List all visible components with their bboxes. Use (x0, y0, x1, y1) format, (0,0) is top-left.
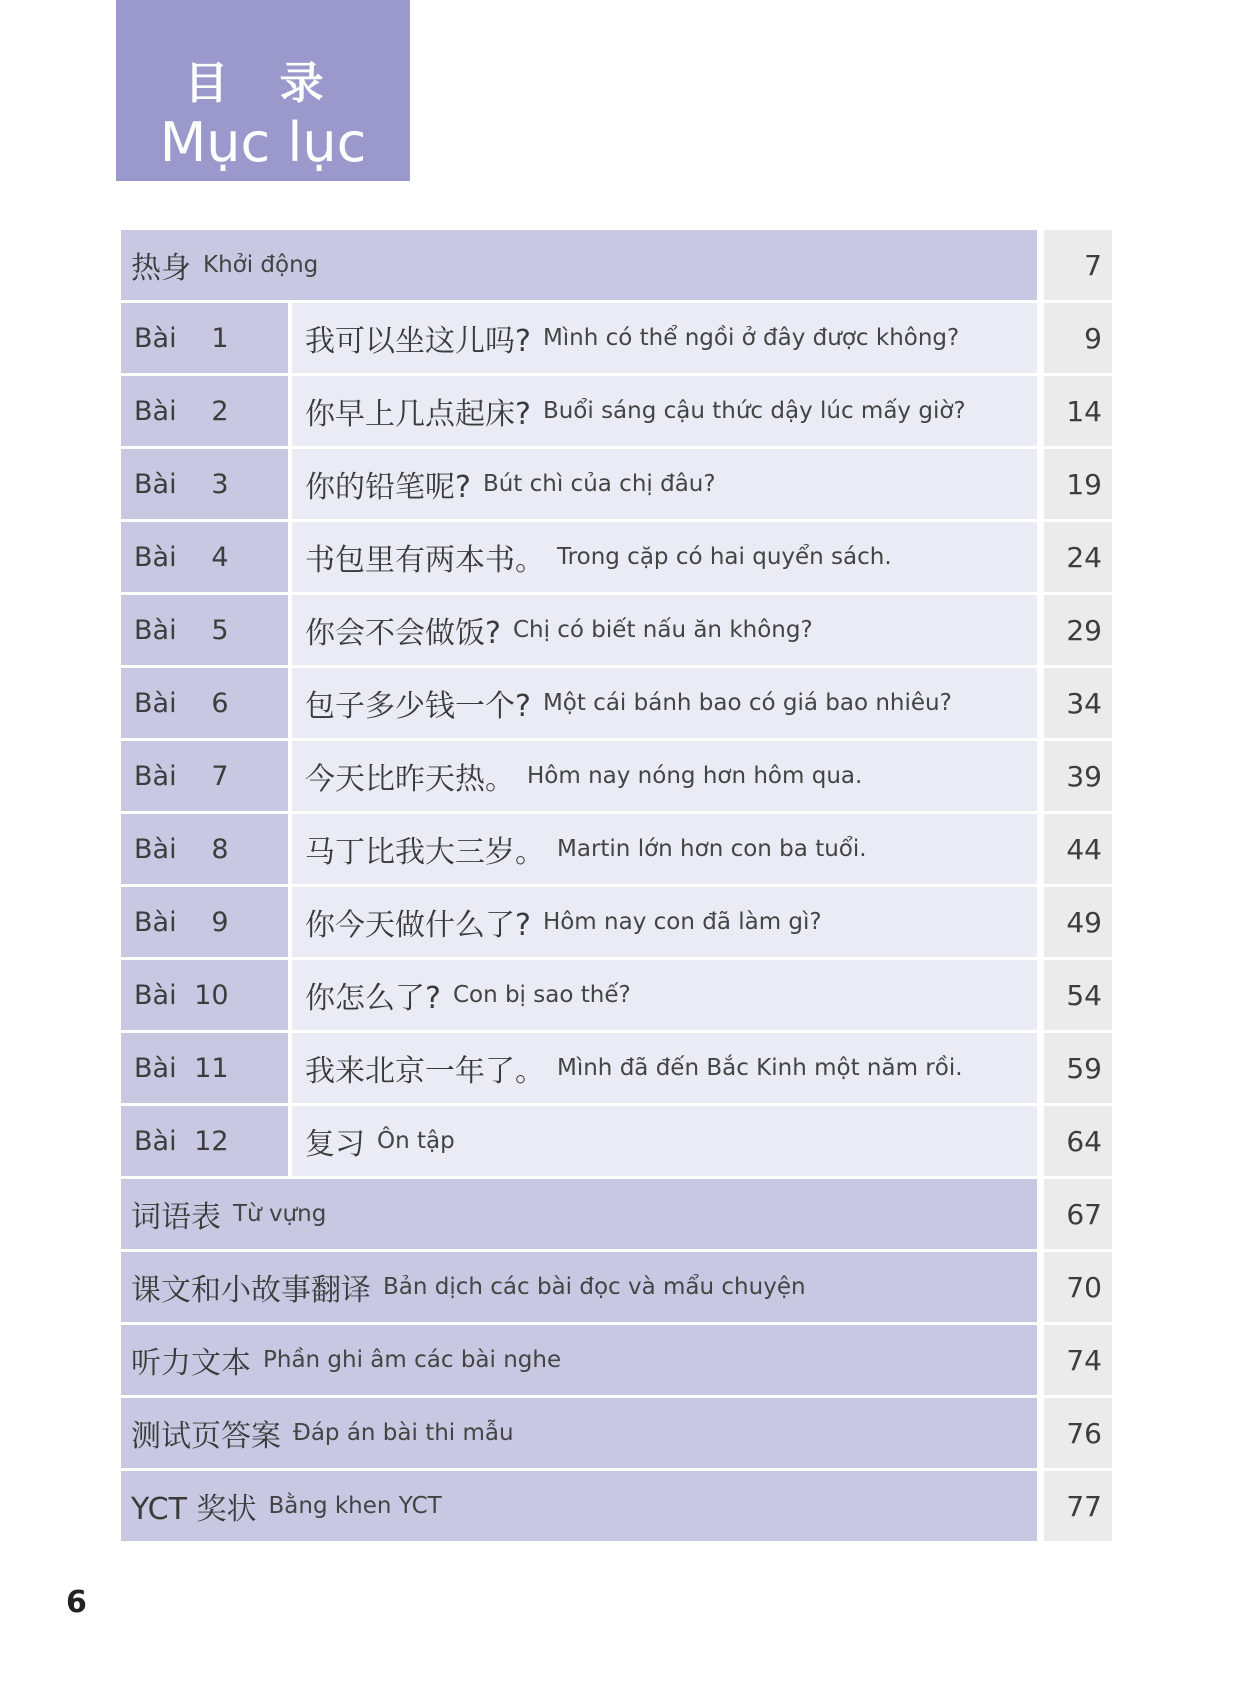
toc-page-cell (1044, 595, 1112, 665)
toc-row-lesson-7[interactable] (121, 741, 1112, 811)
lesson-title-cell (292, 1033, 1037, 1103)
toc-page-cell (1044, 1398, 1112, 1468)
toc-title-zh: 听力文本 (131, 1346, 251, 1381)
toc-title-zh: 词语表 (131, 1200, 221, 1235)
lesson-title-cell (292, 960, 1037, 1030)
lesson-title-cell (292, 303, 1037, 373)
toc-title-cell (121, 230, 1037, 300)
lesson-title-cell (292, 595, 1037, 665)
toc-title-cell (121, 1325, 1037, 1395)
toc-page-number: 77 (1066, 1489, 1102, 1523)
toc-row-lesson-10[interactable] (121, 960, 1112, 1030)
toc-page-number: 29 (1066, 613, 1102, 647)
lesson-title-vi: Ôn tập (377, 1128, 455, 1154)
lesson-title-zh: 你的铅笔呢? (305, 470, 471, 505)
toc-page-cell (1044, 303, 1112, 373)
toc-page-number: 9 (1084, 321, 1102, 355)
toc-page-number: 64 (1066, 1124, 1102, 1158)
toc-page-cell (1044, 1033, 1112, 1103)
lesson-number: 4 (211, 541, 229, 573)
toc-page-cell (1044, 1179, 1112, 1249)
lesson-number-cell (121, 449, 288, 519)
lesson-number-cell (121, 376, 288, 446)
lesson-title-vi: Con bị sao thế? (452, 982, 631, 1008)
lesson-number-cell (121, 1033, 288, 1103)
toc-row-certificate[interactable] (121, 1471, 1112, 1541)
lesson-word: Bài (134, 395, 177, 427)
toc-page-number: 44 (1066, 832, 1102, 866)
toc-page-cell (1044, 230, 1112, 300)
lesson-title-zh: 复习 (305, 1127, 365, 1162)
toc-page-number: 54 (1066, 978, 1102, 1012)
toc-page-number: 24 (1066, 540, 1102, 574)
lesson-title-vi: Bút chì của chị đâu? (482, 471, 716, 497)
toc-page-cell (1044, 449, 1112, 519)
lesson-number: 2 (211, 395, 229, 427)
lesson-number: 3 (211, 468, 229, 500)
lesson-number-cell (121, 668, 288, 738)
toc-page-number: 19 (1066, 467, 1102, 501)
toc-page-number: 59 (1066, 1051, 1102, 1085)
lesson-title-zh: 我来北京一年了。 (305, 1054, 545, 1089)
lesson-word: Bài (134, 541, 177, 573)
toc-page-cell (1044, 668, 1112, 738)
lesson-number: 12 (194, 1125, 229, 1157)
toc-row-lesson-6[interactable] (121, 668, 1112, 738)
lesson-word: Bài (134, 760, 177, 792)
toc-title-zh: 课文和小故事翻译 (131, 1273, 371, 1308)
lesson-title-vi: Chị có biết nấu ăn không? (512, 617, 813, 643)
lesson-word: Bài (134, 1052, 177, 1084)
header-title-vi: Mục lục (159, 111, 367, 174)
lesson-title-cell (292, 814, 1037, 884)
toc-title-cell (121, 1398, 1037, 1468)
page-number: 6 (66, 1585, 87, 1620)
lesson-number: 9 (211, 906, 229, 938)
lesson-title-zh: 我可以坐这儿吗? (305, 324, 531, 359)
toc-row-listening-scripts[interactable] (121, 1325, 1112, 1395)
lesson-word: Bài (134, 833, 177, 865)
toc-title-cell (121, 1179, 1037, 1249)
toc-page-cell (1044, 522, 1112, 592)
lesson-title-vi: Một cái bánh bao có giá bao nhiêu? (542, 690, 952, 716)
toc-row-lesson-8[interactable] (121, 814, 1112, 884)
lesson-title-zh: 包子多少钱一个? (305, 689, 531, 724)
lesson-word: Bài (134, 1125, 177, 1157)
lesson-number: 7 (211, 760, 229, 792)
toc-page-cell (1044, 887, 1112, 957)
lesson-title-cell (292, 376, 1037, 446)
toc-title-vi: Khởi động (203, 252, 319, 278)
lesson-title-vi: Martin lớn hơn con ba tuổi. (557, 836, 867, 862)
lesson-number-cell (121, 814, 288, 884)
toc-title-vi: Bằng khen YCT (268, 1493, 442, 1519)
lesson-title-zh: 书包里有两本书。 (305, 543, 545, 578)
lesson-number-cell (121, 741, 288, 811)
toc-row-lesson-11[interactable] (121, 1033, 1112, 1103)
toc-title-cell (121, 1252, 1037, 1322)
toc-page-cell (1044, 960, 1112, 1030)
toc-page-number: 67 (1066, 1197, 1102, 1231)
toc-row-lesson-2[interactable] (121, 376, 1112, 446)
lesson-number-cell (121, 522, 288, 592)
lesson-word: Bài (134, 322, 177, 354)
lesson-number: 8 (211, 833, 229, 865)
lesson-title-vi: Hôm nay con đã làm gì? (542, 909, 822, 935)
toc-page-cell (1044, 814, 1112, 884)
lesson-title-cell (292, 741, 1037, 811)
table-of-contents (121, 230, 1112, 1544)
lesson-title-vi: Trong cặp có hai quyển sách. (557, 544, 892, 570)
toc-page-number: 39 (1066, 759, 1102, 793)
lesson-number-cell (121, 887, 288, 957)
lesson-title-cell (292, 887, 1037, 957)
toc-row-lesson-4[interactable] (121, 522, 1112, 592)
toc-title-cell (121, 1471, 1037, 1541)
lesson-number-cell (121, 960, 288, 1030)
toc-page-number: 74 (1066, 1343, 1102, 1377)
lesson-title-cell (292, 668, 1037, 738)
lesson-title-zh: 马丁比我大三岁。 (305, 835, 545, 870)
lesson-number: 5 (211, 614, 229, 646)
lesson-title-zh: 你怎么了? (305, 981, 441, 1016)
toc-page-cell (1044, 1252, 1112, 1322)
lesson-title-cell (292, 449, 1037, 519)
toc-row-lesson-12[interactable] (121, 1106, 1112, 1176)
lesson-word: Bài (134, 906, 177, 938)
toc-page-cell (1044, 1471, 1112, 1541)
toc-row-lesson-1[interactable] (121, 303, 1112, 373)
toc-row-vocabulary[interactable] (121, 1179, 1112, 1249)
toc-row-lesson-9[interactable] (121, 887, 1112, 957)
toc-page-cell (1044, 376, 1112, 446)
lesson-title-zh: 你早上几点起床? (305, 397, 531, 432)
toc-title-vi: Đáp án bài thi mẫu (293, 1420, 514, 1446)
lesson-title-zh: 你今天做什么了? (305, 908, 531, 943)
lesson-word: Bài (134, 468, 177, 500)
lesson-number-cell (121, 595, 288, 665)
toc-row-lesson-5[interactable] (121, 595, 1112, 665)
toc-page-cell (1044, 1325, 1112, 1395)
lesson-title-vi: Buổi sáng cậu thức dậy lúc mấy giờ? (542, 398, 966, 424)
lesson-word: Bài (134, 687, 177, 719)
toc-header-box (116, 0, 410, 181)
lesson-word: Bài (134, 614, 177, 646)
toc-page-number: 7 (1084, 248, 1102, 282)
toc-row-warmup[interactable] (121, 230, 1112, 300)
toc-page-number: 70 (1066, 1270, 1102, 1304)
toc-page-number: 49 (1066, 905, 1102, 939)
lesson-number: 1 (211, 322, 229, 354)
toc-row-lesson-3[interactable] (121, 449, 1112, 519)
toc-title-zh: 测试页答案 (131, 1419, 281, 1454)
toc-row-translations[interactable] (121, 1252, 1112, 1322)
lesson-title-zh: 你会不会做饭? (305, 616, 501, 651)
lesson-number: 6 (211, 687, 229, 719)
lesson-number: 10 (194, 979, 229, 1011)
toc-page-number: 76 (1066, 1416, 1102, 1450)
toc-page-cell (1044, 741, 1112, 811)
lesson-number: 11 (194, 1052, 229, 1084)
lesson-word: Bài (134, 979, 177, 1011)
toc-title-zh: YCT 奖状 (131, 1492, 257, 1527)
toc-page-cell (1044, 1106, 1112, 1176)
lesson-title-zh: 今天比昨天热。 (305, 762, 515, 797)
lesson-title-cell (292, 1106, 1037, 1176)
toc-title-vi: Bản dịch các bài đọc và mẩu chuyện (383, 1274, 806, 1300)
toc-row-test-answers[interactable] (121, 1398, 1112, 1468)
lesson-title-vi: Hôm nay nóng hơn hôm qua. (527, 763, 863, 789)
toc-title-zh: 热身 (131, 251, 191, 286)
lesson-number-cell (121, 1106, 288, 1176)
toc-page-number: 14 (1066, 394, 1102, 428)
toc-page-number: 34 (1066, 686, 1102, 720)
lesson-title-cell (292, 522, 1037, 592)
toc-title-vi: Từ vựng (233, 1201, 327, 1227)
header-title-zh: 目 录 (184, 58, 342, 109)
lesson-title-vi: Mình đã đến Bắc Kinh một năm rồi. (557, 1055, 963, 1081)
lesson-title-vi: Mình có thể ngồi ở đây được không? (542, 325, 960, 351)
lesson-number-cell (121, 303, 288, 373)
toc-title-vi: Phần ghi âm các bài nghe (263, 1347, 562, 1373)
